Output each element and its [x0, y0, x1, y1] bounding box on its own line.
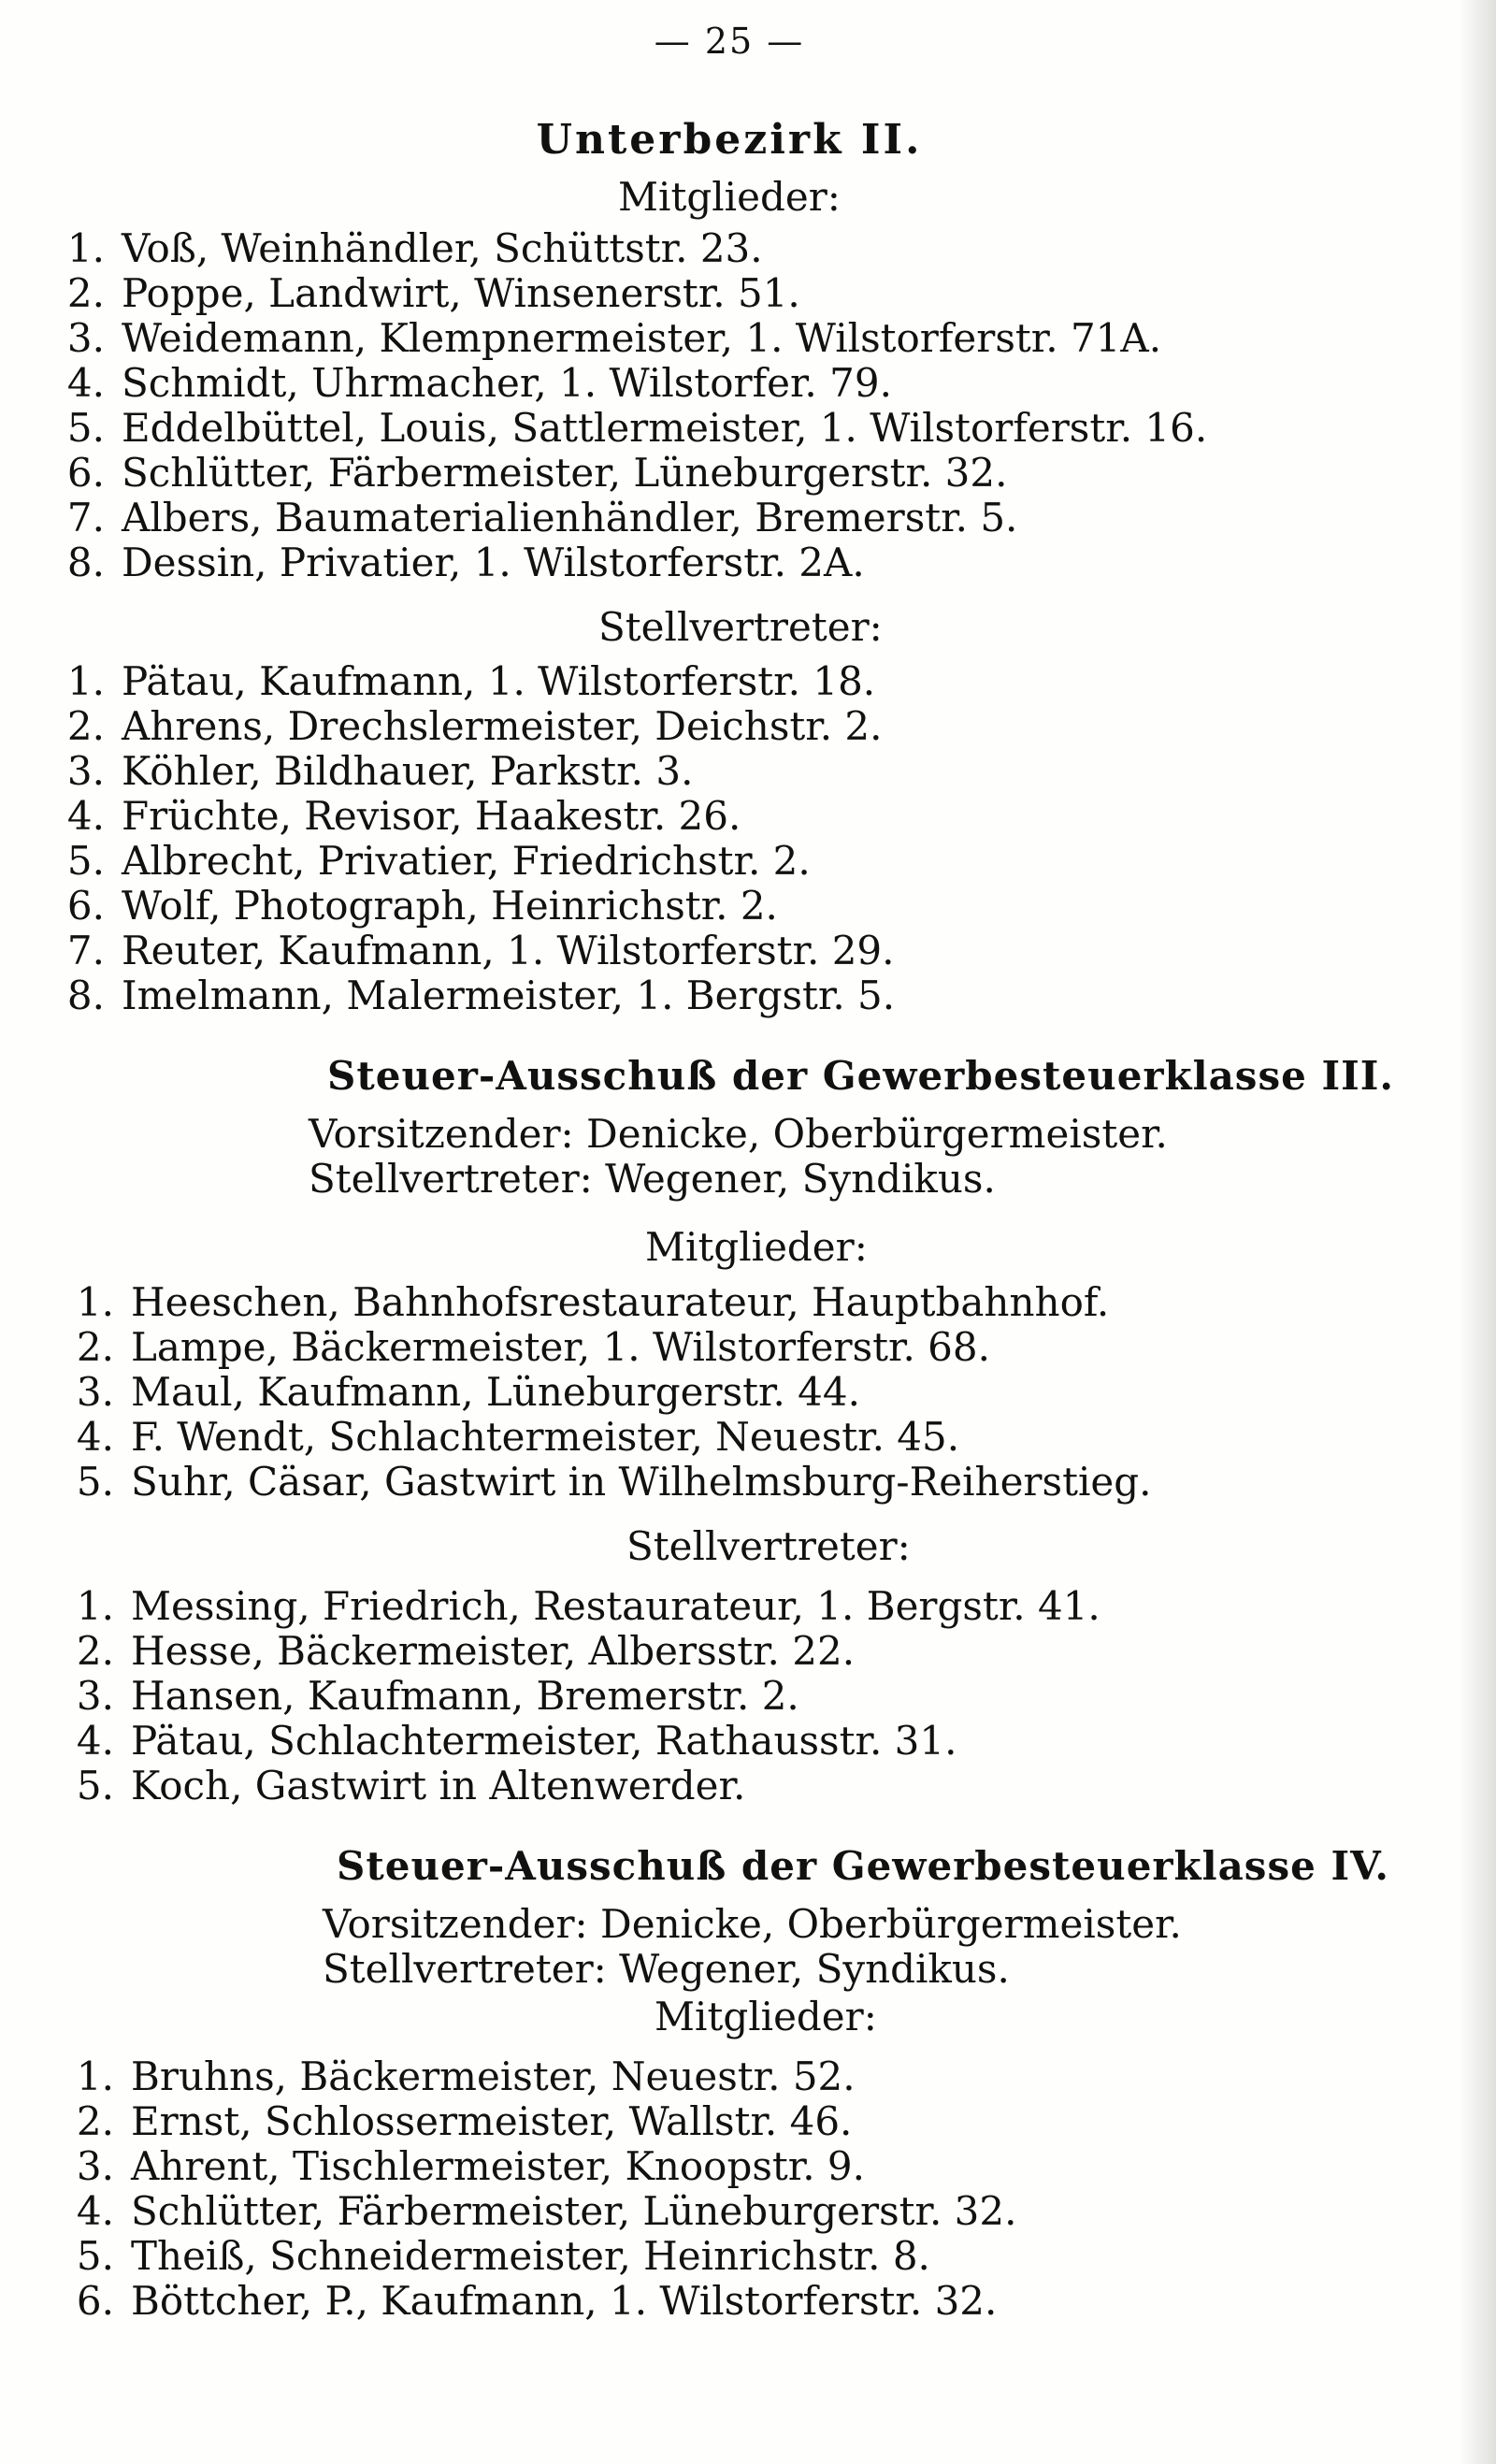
item-text: Dessin, Privatier, 1. Wilstorferstr. 2A.	[122, 540, 865, 585]
item-number: 7.	[66, 495, 105, 540]
list-item	[65, 1279, 1110, 1325]
list-item	[65, 2233, 930, 2279]
item-number: 5.	[76, 1459, 114, 1505]
list-item	[56, 225, 763, 271]
group-label: Mitglieder:	[654, 1994, 877, 2039]
item-number: 3.	[76, 1369, 114, 1415]
item-text: Hesse, Bäckermeister, Albersstr. 22.	[131, 1628, 856, 1674]
item-text: Schlütter, Färbermeister, Lüneburgerstr. 32.	[131, 2188, 1017, 2234]
item-number: 5.	[76, 1763, 114, 1808]
list-item	[56, 928, 895, 973]
item-number: 4.	[66, 360, 105, 406]
item-number: 3.	[76, 1673, 114, 1719]
page-edge-shadow	[1459, 0, 1496, 2464]
list-item	[56, 315, 1162, 361]
item-text: Voß, Weinhändler, Schüttstr. 23.	[122, 225, 763, 271]
item-number: 4.	[76, 1718, 114, 1764]
chair-line: Vorsitzender: Denicke, Oberbürgermeister.	[309, 1111, 1168, 1157]
item-text: Albrecht, Privatier, Friedrichstr. 2.	[122, 838, 811, 884]
item-number: 1.	[66, 658, 105, 704]
list-item	[56, 540, 865, 585]
section-heading: Steuer-Ausschuß der Gewerbesteuerklasse IV.	[337, 1843, 1389, 1889]
item-text: Wolf, Photograph, Heinrichstr. 2.	[122, 883, 778, 929]
list-item	[65, 2143, 865, 2189]
item-number: 2.	[66, 703, 105, 749]
item-text: Poppe, Landwirt, Winsenerstr. 51.	[122, 270, 800, 316]
item-text: Ahrent, Tischlermeister, Knoopstr. 9.	[131, 2143, 865, 2189]
item-text: Imelmann, Malermeister, 1. Bergstr. 5.	[122, 973, 896, 1018]
item-text: Weidemann, Klempnermeister, 1. Wilstorferstr. 71A.	[122, 315, 1162, 361]
list-item	[56, 703, 883, 749]
list-item	[65, 1628, 856, 1674]
item-text: Böttcher, P., Kaufmann, 1. Wilstorferstr. 32.	[131, 2278, 998, 2324]
item-text: Eddelbüttel, Louis, Sattlermeister, 1. Wilstorferstr. 16.	[122, 405, 1208, 451]
item-number: 3.	[66, 315, 105, 361]
item-number: 1.	[76, 2053, 114, 2099]
item-number: 8.	[66, 973, 105, 1018]
group-label: Stellvertreter:	[626, 1523, 911, 1569]
item-number: 5.	[66, 838, 105, 884]
item-number: 7.	[66, 928, 105, 973]
item-text: Schlütter, Färbermeister, Lüneburgerstr. 32.	[122, 450, 1008, 496]
item-number: 2.	[66, 270, 105, 316]
item-number: 6.	[66, 883, 105, 929]
item-number: 2.	[76, 1324, 114, 1370]
list-item	[56, 405, 1208, 451]
item-number: 2.	[76, 2098, 114, 2144]
list-item	[65, 1718, 957, 1764]
list-item	[56, 748, 694, 794]
item-text: Früchte, Revisor, Haakestr. 26.	[122, 793, 741, 839]
item-text: Heeschen, Bahnhofsrestaurateur, Hauptbahnhof.	[131, 1279, 1110, 1325]
chair-line: Vorsitzender: Denicke, Oberbürgermeister.	[323, 1901, 1182, 1947]
item-text: Theiß, Schneidermeister, Heinrichstr. 8.	[131, 2233, 930, 2279]
item-number: 3.	[66, 748, 105, 794]
item-number: 1.	[76, 1583, 114, 1629]
group-label: Stellvertreter:	[598, 604, 883, 650]
item-text: Suhr, Cäsar, Gastwirt in Wilhelmsburg-Reiherstieg.	[131, 1459, 1152, 1505]
item-text: Maul, Kaufmann, Lüneburgerstr. 44.	[131, 1369, 860, 1415]
group-label: Mitglieder:	[645, 1224, 868, 1270]
list-item	[65, 2188, 1017, 2234]
list-item	[56, 883, 778, 929]
item-number: 2.	[76, 1628, 114, 1674]
deputy-line: Stellvertreter: Wegener, Syndikus.	[323, 1946, 1010, 1992]
item-number: 5.	[76, 2233, 114, 2279]
item-text: Messing, Friedrich, Restaurateur, 1. Bergstr. 41.	[131, 1583, 1100, 1629]
list-item	[65, 1369, 860, 1415]
list-item	[56, 838, 811, 884]
list-item	[65, 1763, 746, 1808]
deputy-line: Stellvertreter: Wegener, Syndikus.	[309, 1156, 996, 1202]
item-text: Bruhns, Bäckermeister, Neuestr. 52.	[131, 2053, 856, 2099]
list-item	[56, 495, 1018, 540]
list-item	[65, 1459, 1152, 1505]
item-number: 4.	[76, 1414, 114, 1460]
item-number: 4.	[76, 2188, 114, 2234]
item-number: 8.	[66, 540, 105, 585]
item-text: Albers, Baumaterialienhändler, Bremerstr. 5.	[122, 495, 1018, 540]
section-heading: Unterbezirk II.	[536, 116, 923, 164]
group-label: Mitglieder:	[618, 174, 841, 220]
item-text: Reuter, Kaufmann, 1. Wilstorferstr. 29.	[122, 928, 895, 973]
item-text: Pätau, Kaufmann, 1. Wilstorferstr. 18.	[122, 658, 876, 704]
list-item	[65, 2098, 853, 2144]
list-item	[65, 2278, 998, 2324]
item-text: Lampe, Bäckermeister, 1. Wilstorferstr. 68.	[131, 1324, 990, 1370]
list-item	[56, 270, 800, 316]
item-text: Pätau, Schlachtermeister, Rathausstr. 31.	[131, 1718, 957, 1764]
item-number: 5.	[66, 405, 105, 451]
list-item	[56, 360, 892, 406]
list-item	[65, 1673, 799, 1719]
list-item	[65, 1583, 1100, 1629]
list-item	[65, 1414, 960, 1460]
page-number: — 25 —	[654, 21, 805, 62]
list-item	[56, 658, 876, 704]
item-number: 6.	[66, 450, 105, 496]
item-text: Ahrens, Drechslermeister, Deichstr. 2.	[122, 703, 883, 749]
item-text: Ernst, Schlossermeister, Wallstr. 46.	[131, 2098, 853, 2144]
section-heading: Steuer-Ausschuß der Gewerbesteuerklasse III.	[327, 1053, 1395, 1099]
item-text: Schmidt, Uhrmacher, 1. Wilstorfer. 79.	[122, 360, 892, 406]
item-text: Hansen, Kaufmann, Bremerstr. 2.	[131, 1673, 799, 1719]
item-number: 3.	[76, 2143, 114, 2189]
list-item	[56, 793, 741, 839]
list-item	[65, 1324, 990, 1370]
item-text: Koch, Gastwirt in Altenwerder.	[131, 1763, 746, 1808]
item-number: 4.	[66, 793, 105, 839]
item-text: F. Wendt, Schlachtermeister, Neuestr. 45.	[131, 1414, 960, 1460]
item-number: 1.	[76, 1279, 114, 1325]
item-number: 6.	[76, 2278, 114, 2324]
item-text: Köhler, Bildhauer, Parkstr. 3.	[122, 748, 694, 794]
list-item	[56, 973, 896, 1018]
list-item	[56, 450, 1008, 496]
item-number: 1.	[66, 225, 105, 271]
list-item	[65, 2053, 856, 2099]
